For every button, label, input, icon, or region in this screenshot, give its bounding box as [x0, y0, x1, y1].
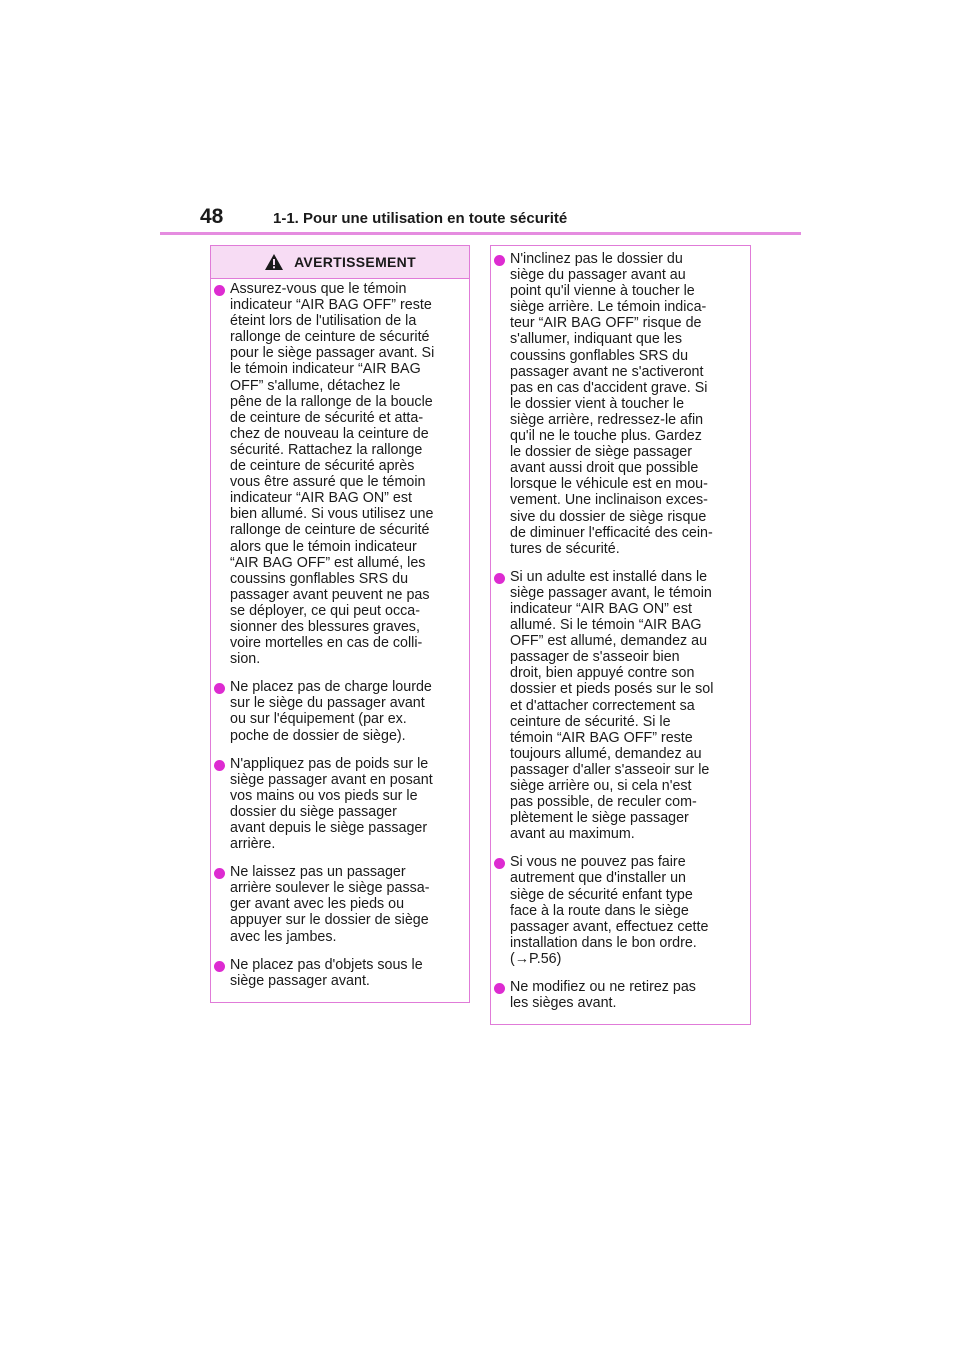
list-item	[214, 957, 461, 989]
list-item-text: Si un adulte est installé dans le siège passager avant, le témoin indicateur “AIR BAG ON” est allumé. Si le témoin “AIR BAG OFF” est allumé, demandez au passager de s'asseoir bien droit, bien appuyé contre son dossier et pieds posés sur le sol et d'attacher correctement sa ceinture de sécurité. Si le témoin “AIR BAG OFF” reste toujours allumé, demandez au passager d'aller s'asseoir sur le siège arrière ou, si cela n'est pas possible, de reculer com- plètement le siège passager avant au maximum.	[510, 568, 714, 843]
warning-list-left	[211, 279, 469, 989]
page-header	[160, 205, 801, 233]
page-number: 48	[200, 205, 224, 228]
list-item-text: Si vous ne pouvez pas faire autrement que d'installer un siège de sécurité enfant type face à la route dans le siège passager avant, effectuez cette installation dans le bon ordre. (→P.56)	[510, 854, 709, 967]
warning-header	[211, 246, 469, 279]
header-divider	[160, 232, 801, 235]
list-item	[214, 281, 461, 667]
list-item	[214, 864, 461, 944]
bullet-icon	[494, 983, 508, 994]
warning-triangle-icon	[264, 253, 284, 271]
warning-title: AVERTISSEMENT	[294, 254, 416, 270]
section-title: 1-1. Pour une utilisation en toute sécurité	[273, 210, 568, 227]
warning-list-right	[491, 246, 750, 1011]
bullet-icon	[214, 760, 228, 771]
list-item	[214, 756, 461, 853]
bullet-icon	[214, 868, 228, 879]
bullet-icon	[494, 858, 508, 869]
list-item-text: Ne placez pas d'objets sous le siège passager avant.	[230, 956, 423, 989]
list-item	[494, 251, 742, 557]
warning-box-left	[210, 245, 470, 1003]
list-item-text: N'appliquez pas de poids sur le siège passager avant en posant vos mains ou vos pieds sur le dossier du siège passager avant depuis le siège passager arrière.	[230, 755, 433, 853]
list-item-text: Ne laissez pas un passager arrière soulever le siège passa- ger avant avec les pieds ou appuyer sur le dossier de siège avec les jambes.	[230, 864, 430, 945]
list-item	[494, 979, 742, 1011]
bullet-icon	[214, 285, 228, 296]
warning-box-right	[490, 245, 751, 1025]
list-item-text: Ne modifiez ou ne retirez pas les sièges avant.	[510, 979, 696, 1012]
bullet-icon	[214, 961, 228, 972]
list-item	[494, 854, 742, 967]
list-item-text: Assurez-vous que le témoin indicateur “AIR BAG OFF” reste éteint lors de l'utilisation de la rallonge de ceinture de sécurité pour le siège passager avant. Si le témoin indicateur “AIR BAG OFF” s'allume, détachez le pêne de la rallonge de la boucle de ceinture de sécurité et atta- chez de nouveau la ceinture de sécurité. Rattachez la rallonge de ceinture de sécurité après vous être assuré que le témoin indicateur “AIR BAG ON” est bien allumé. Si vous utilisez une rallonge de ceinture de sécurité alors que le témoin indicateur “AIR BAG OFF” est allumé, les coussins gonflables SRS du passager avant peuvent ne pas se déployer, ce qui peut occa- sionner des blessures graves, voire mortelles en cas de colli- sion.	[230, 281, 435, 668]
list-item-text: Ne placez pas de charge lourde sur le siège du passager avant ou sur l'équipement (par ex. poche de dossier de siège).	[230, 679, 432, 744]
list-item-text: N'inclinez pas le dossier du siège du passager avant au point qu'il vienne à toucher le siège arrière. Le témoin indica- teur “AIR BAG OFF” risque de s'allumer, indiquant que les coussins gonflables SRS du passager avant ne s'activeront pas en cas d'accident grave. Si le dossier vient à toucher le siège arrière, redressez-le afin qu'il ne le touche plus. Gardez le dossier de siège passager avant aussi droit que possible lorsque le véhicule est en mou- vement. Une inclinaison exces- sive du dossier de siège risque de diminuer l'efficacité des cein- tures de sécurité.	[510, 251, 713, 557]
list-item	[214, 679, 461, 743]
bullet-icon	[494, 255, 508, 266]
list-item	[494, 569, 742, 843]
bullet-icon	[494, 573, 508, 584]
bullet-icon	[214, 683, 228, 694]
